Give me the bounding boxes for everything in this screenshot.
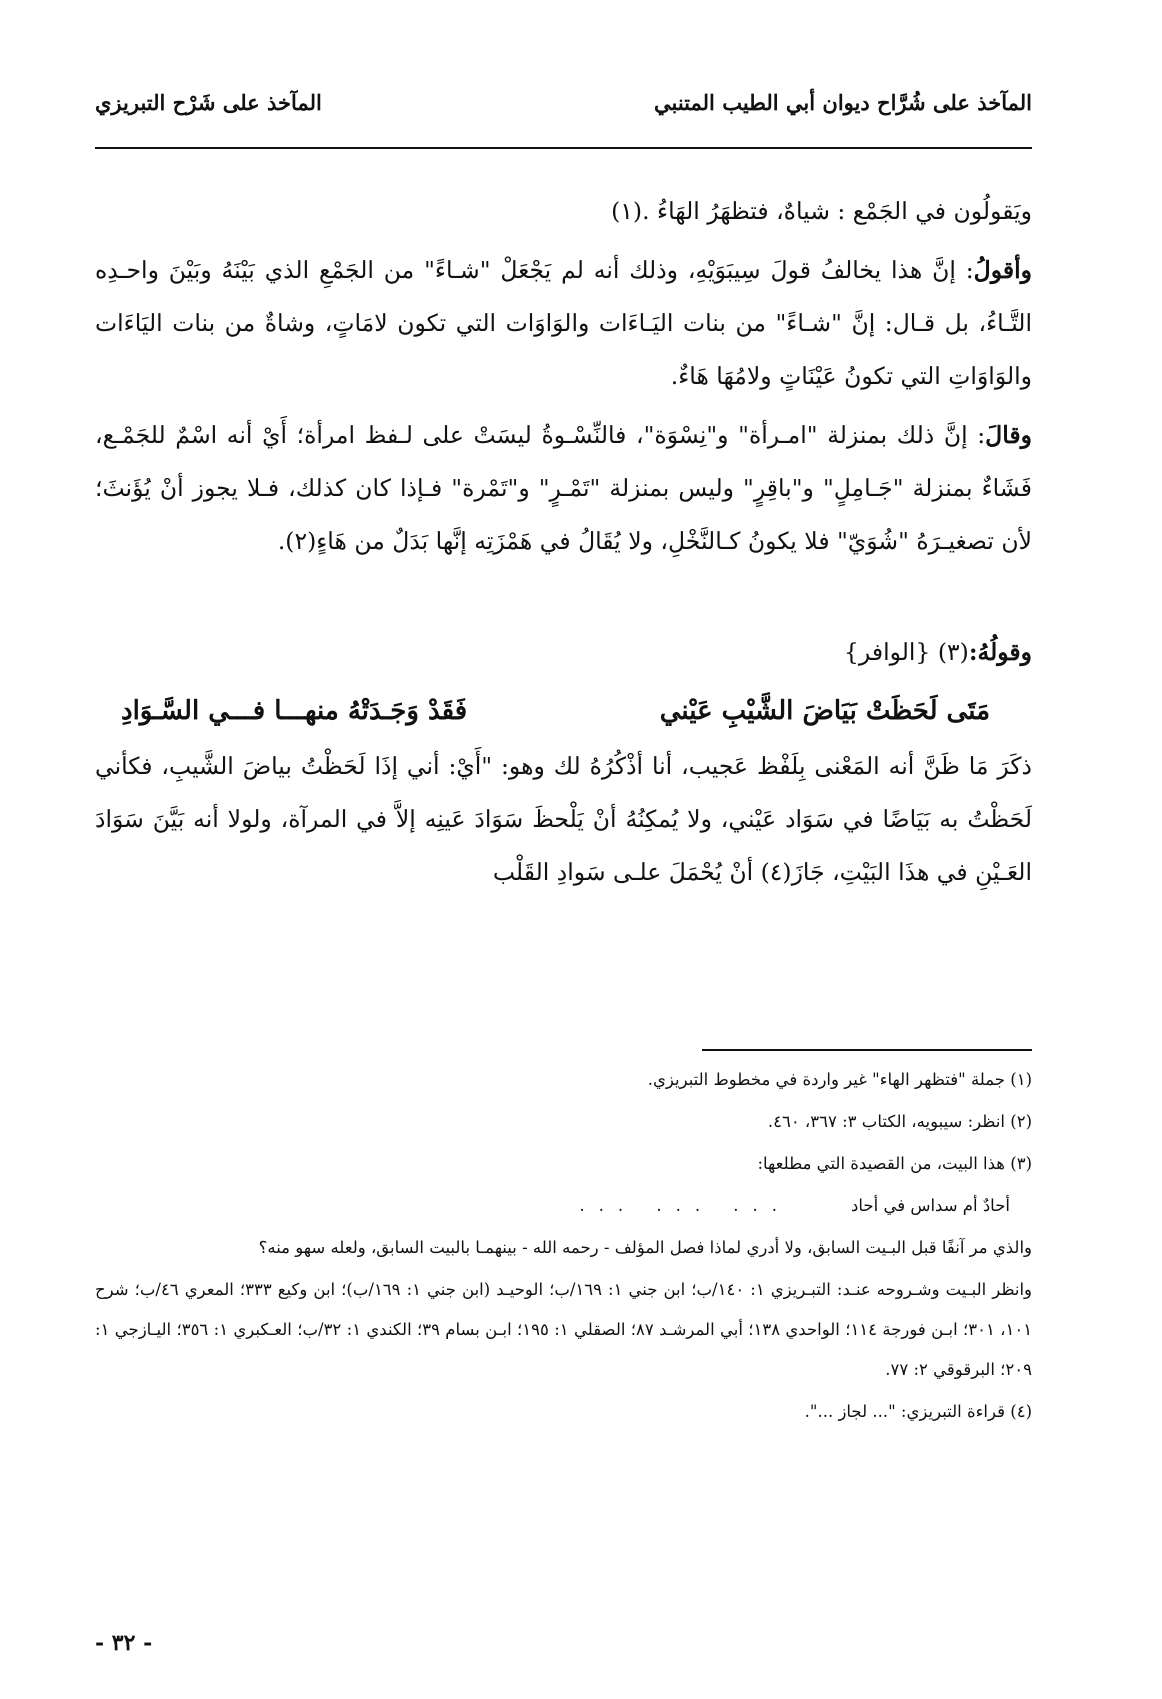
paragraph-text: : إنَّ هذا يخالفُ قولَ سِيبَوَيْهِ، وذلك أنه لم يَجْعَلْ "شـاءً" من الجَمْعِ الذي بَيْنَهُ وبَيْنَ واحـدِه التَّـاءُ، بل قـال: إنَّ "شـاءً" من بنات اليَـاءَات والوَاوَات التي تكون لامَاتٍ، وشاةٌ من بنات اليَاءَات والوَاوَاتِ التي تكونُ عَيْنَاتٍ ولامُهَا هَاءٌ. — [95, 256, 1032, 390]
paragraph-lead: وأقولُ — [973, 256, 1032, 284]
footnote-3-verse-dots: ... ... ... — [579, 1196, 792, 1215]
footnote-3-verse-text: أحادٌ أم سداس في أحاد — [851, 1196, 1010, 1215]
paragraph-sibawayh-quote — [95, 409, 1032, 568]
footnote-4: (٤) قراءة التبريزي: "... لجاز ...". — [804, 1402, 1032, 1421]
header-divider — [95, 147, 1032, 149]
footnote-1: (١) جملة "فتظهر الهاء" غير واردة في مخطوط التبريزي. — [647, 1070, 1032, 1089]
footnote-3-references: وانظر البـيت وشـروحه عنـد: التبـريزي ١: ١٤٠/ب؛ ابن جني ١: ١٦٩/ب؛ الوحيـد (ابن جني ١: ١٦٩/ب)؛ ابن وكيع ٣٣٣؛ المعري ٤٦/ب؛ شرح ١٠١، ٣٠١؛ ابـن فورجة ١١٤؛ الواحدي ١٣٨؛ أبي المرشـد ٨٧؛ الصقلي ١: ١٩٥؛ ابـن بسام ٣٩؛ الكندي ١: ٣٢/ب؛ العـكبري ١: ٣٥٦؛ اليـازجي ١: ٢٠٩؛ البرقوقي ٢: ٧٧. — [95, 1280, 1033, 1379]
verse-first-hemistich: مَتَى لَحَظَتْ بَيَاضَ الشَّيْبِ عَيْني — [659, 696, 990, 726]
running-header — [95, 90, 1032, 115]
footnote-divider — [702, 1049, 1032, 1051]
poetry-verse — [95, 685, 1032, 738]
verse-intro-note: (٣) — [937, 638, 969, 666]
paragraph-text: : إنَّ ذلك بمنزلة "امـرأة" و"نِسْوَة"، فالنِّسْـوةُ ليسَتْ على لـفظ امرأة؛ أَيْ أنه اسْمٌ للجَمْـع، فَشَاءٌ بمنزلة "جَـامِلٍ" و"باقِرٍ" وليس بمنزلة "تَمْـرٍ" و"تَمْرة" فـإذا كان كذلك، فـلا يجوز أنْ يُؤَنثَ؛ لأن تصغيـرَهُ "شُوَيّ" فلا يكونُ كـالنَّخْلِ، ولا يُقَالُ في هَمْزَتِه إنَّها بَدَلٌ من هَاءٍ(٢). — [95, 421, 1032, 555]
main-text — [95, 185, 1032, 905]
footnote-3: (٣) هذا البيت، من القصيدة التي مطلعها: — [757, 1154, 1032, 1173]
verse-intro-lead: وقولُهُ: — [968, 638, 1032, 666]
paragraph-commentary: ذكَرَ مَا ظَنَّ أنه المَعْنى بِلَفْظ عَجيب، أنا أذْكُرُهُ لك وهو: "أَيْ: أني إذَا لَحَظْتُ بياضَ الشَّيبِ، فكأني لَحَظْتُ به بَيَاضًا في سَوَاد عَيْني، ولا يُمكِنُهُ أنْ يَلْحظَ سَوَادَ عَينِه إلاَّ في المرآة، ولولا أنه بَيَّنَ سَوَادَ العَـيْنِ في هذَا البَيْتِ، جَازَ(٤) أنْ يُحْمَلَ علـى سَوادِ القَلْب — [95, 752, 1032, 886]
verse-intro — [95, 626, 1032, 679]
footnote-3-continuation: والذي مر آنفًا قبل البـيت السابق، ولا أدري لماذا فصل المؤلف - رحمه الله - بينهمـا بالبيت السابق، ولعله سهو منه؟ — [258, 1238, 1032, 1257]
header-chapter-title: المآخذ على شَرْح التبريزي — [95, 90, 322, 115]
page-number: - ٣٢ - — [95, 1630, 153, 1656]
paragraph-lead: وقالَ — [985, 421, 1032, 449]
verse-second-hemistich: فَقَدْ وَجَـدَتْهُ منهـــا فـــي السَّـوَادِ — [121, 696, 468, 726]
footnote-3-verse — [95, 1186, 1032, 1226]
paragraph-plural — [95, 185, 1032, 238]
paragraph-text: ويَقولُون في الجَمْع : شياهٌ، فتظهَرُ الهَاءُ .(١) — [611, 197, 1032, 225]
paragraph-author-comment — [95, 244, 1032, 403]
footnote-2: (٢) انظر: سيبويه، الكتاب ٣: ٣٦٧، ٤٦٠. — [767, 1112, 1032, 1131]
verse-meter: {الوافر} — [843, 638, 931, 666]
header-book-title: المآخذ على شُرَّاح ديوان أبي الطيب المتنبي — [654, 90, 1032, 115]
footnotes — [95, 1060, 1032, 1434]
